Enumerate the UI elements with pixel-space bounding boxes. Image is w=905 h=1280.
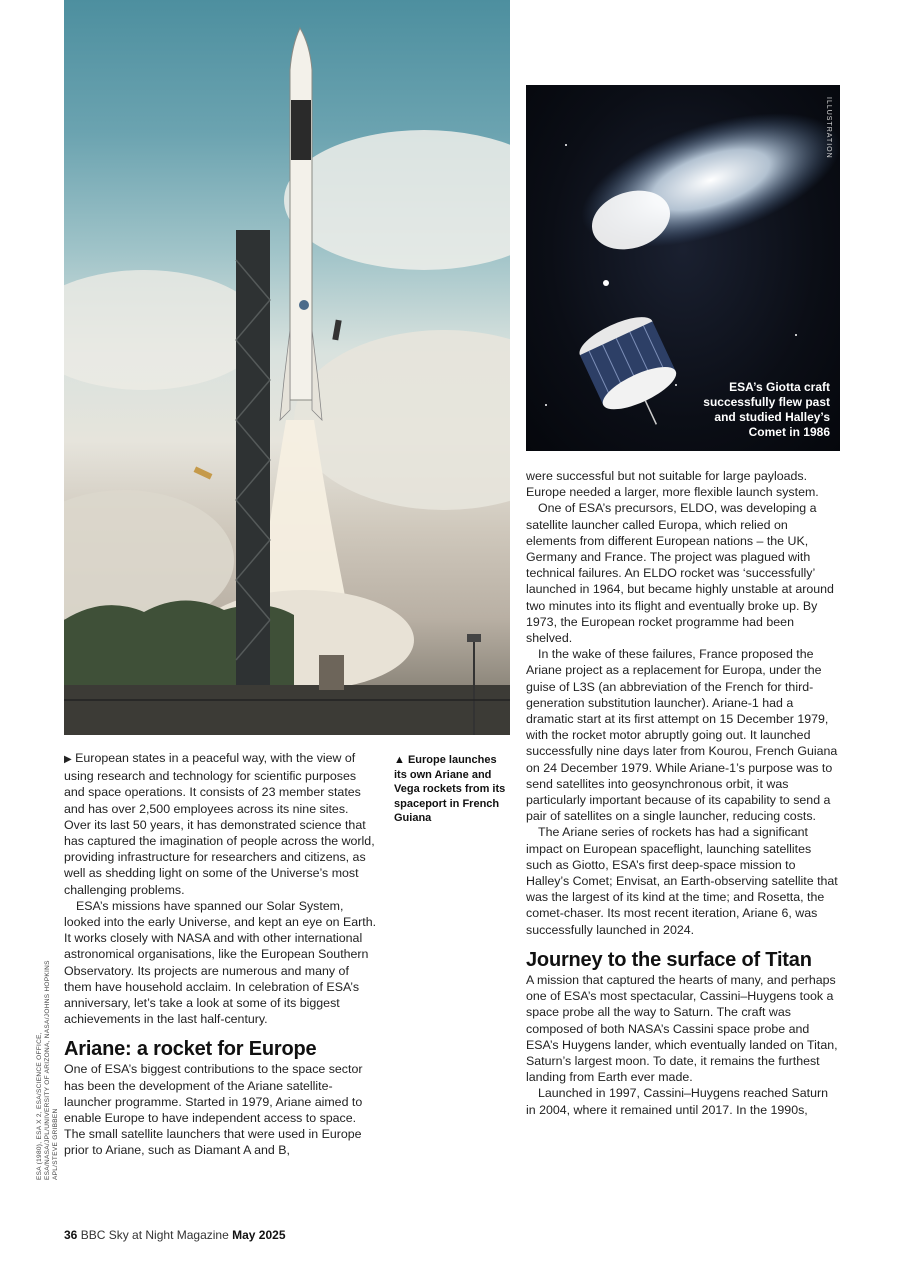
paragraph: One of ESA’s precursors, ELDO, was developing a satellite launcher called Europa, which relied on elements from different European nations – the UK, Germany and France. The project was plagued with technical failures. An ELDO rocket was ‘successfully’ launched in 1964, but became highly unstable at around two minutes into its flight and eventually broke up. By 1973, the European rocket programme had been shelved. (526, 501, 834, 646)
rocket-launch-photo (64, 0, 510, 735)
page-number: 36 (64, 1228, 78, 1242)
paragraph: In the wake of these failures, France proposed the Ariane project as a replacement for Europa, under the guise of L3S (an abbreviation of the French for third-generation substitution launcher). Ariane-1 had a dramatic start at its first attempt on 15 December 1979, with the rocket motor abruptly going out. It launched successfully nine days later from Kourou, French Guiana on 24 December 1979. While Ariane-1’s purpose was to send satellites into geosynchronous orbit, it was particularly important because of its capability to send a pair of satellites on a single launcher, reducing costs. (526, 647, 838, 824)
paragraph-text: European states in a peaceful way, with the view of using research and technology for scientific purposes and space operations. It consists of 23 member states and has over 2,500 employees across its nine sites. Over its last 50 years, it has demonstrated science that has captured the imagination of people across the world, providing infrastructure for researchers and citizens, as well as shedding light on some of the Universe’s most challenging problems. (64, 751, 375, 897)
paragraph (64, 750, 378, 898)
issue-date: May 2025 (232, 1228, 286, 1242)
comet-illustration-photo (526, 85, 840, 451)
paragraph: A mission that captured the hearts of many, and perhaps one of ESA’s most spectacular, Cassini–Huygens took a space probe all the way to Saturn. The craft was composed of both NASA’s Cassini space probe and ESA’s Huygens lander, which eventually landed on Titan, Saturn’s largest moon. To date, it remains the furthest landing from Earth ever made. (526, 972, 838, 1085)
comet-caption: ESA’s Giotta craft successfully flew past and studied Halley’s Comet in 1986 (703, 380, 830, 439)
triangle-up-icon: ▲ (394, 754, 405, 766)
play-arrow-icon: ▶ (64, 754, 72, 765)
right-column (526, 468, 840, 1118)
paragraph: ESA’s missions have spanned our Solar System, looked into the early Universe, and kept an eye on Earth. It works closely with NASA and with other international astronomical organisations, like the European Southern Observatory. Its projects are numerous and many of them have household acclaim. In celebration of ESA’s anniversary, let’s take a look at some of its biggest achievements in the last half-century. (64, 898, 377, 1027)
paragraph: One of ESA’s biggest contributions to the space sector has been the development of the Ariane satellite-launcher programme. Started in 1979, Ariane aimed to enable Europe to have independent access to space. The small satellite launchers that were used in Europe prior to Ariane, such as Diamant A and B, (64, 1062, 363, 1158)
rocket-caption (394, 753, 509, 826)
section-heading: Ariane: a rocket for Europe (64, 1038, 317, 1061)
left-column (64, 750, 378, 1159)
illustration-label: ILLUSTRATION (825, 97, 832, 159)
paragraph: Launched in 1997, Cassini–Huygens reached Saturn in 2004, where it remained until 2017. In the 1990s, (526, 1086, 829, 1117)
photo-credit: ESA (1980), ESA X 2, ESA/SCIENCE OFFICE, ESA/NASA/JPL/UNIVERSITY OF ARIZONA, NASA/JOHNS HOPKINS APL/STEVE GRIBBEN (36, 960, 59, 1180)
paragraph: were successful but not suitable for large payloads. Europe needed a larger, more flexible launch system. (526, 469, 819, 500)
page-footer (64, 1228, 286, 1242)
rocket-launch-illustration (64, 0, 510, 735)
publication-name: BBC Sky at Night Magazine (80, 1228, 229, 1242)
paragraph: The Ariane series of rockets has had a significant impact on European spaceflight, launching satellites such as Giotto, ESA’s first deep-space mission to Halley’s Comet; Envisat, an Earth-observing satellite that was the largest of its kind at the time; and Rosetta, the comet-chaser. Its most recent iteration, Ariane 6, was successfully launched in 2024. (526, 825, 838, 937)
rocket-caption-text: Europe launches its own Ariane and Vega rockets from its spaceport in French Guiana (394, 754, 506, 824)
section-heading: Journey to the surface of Titan (526, 948, 812, 971)
